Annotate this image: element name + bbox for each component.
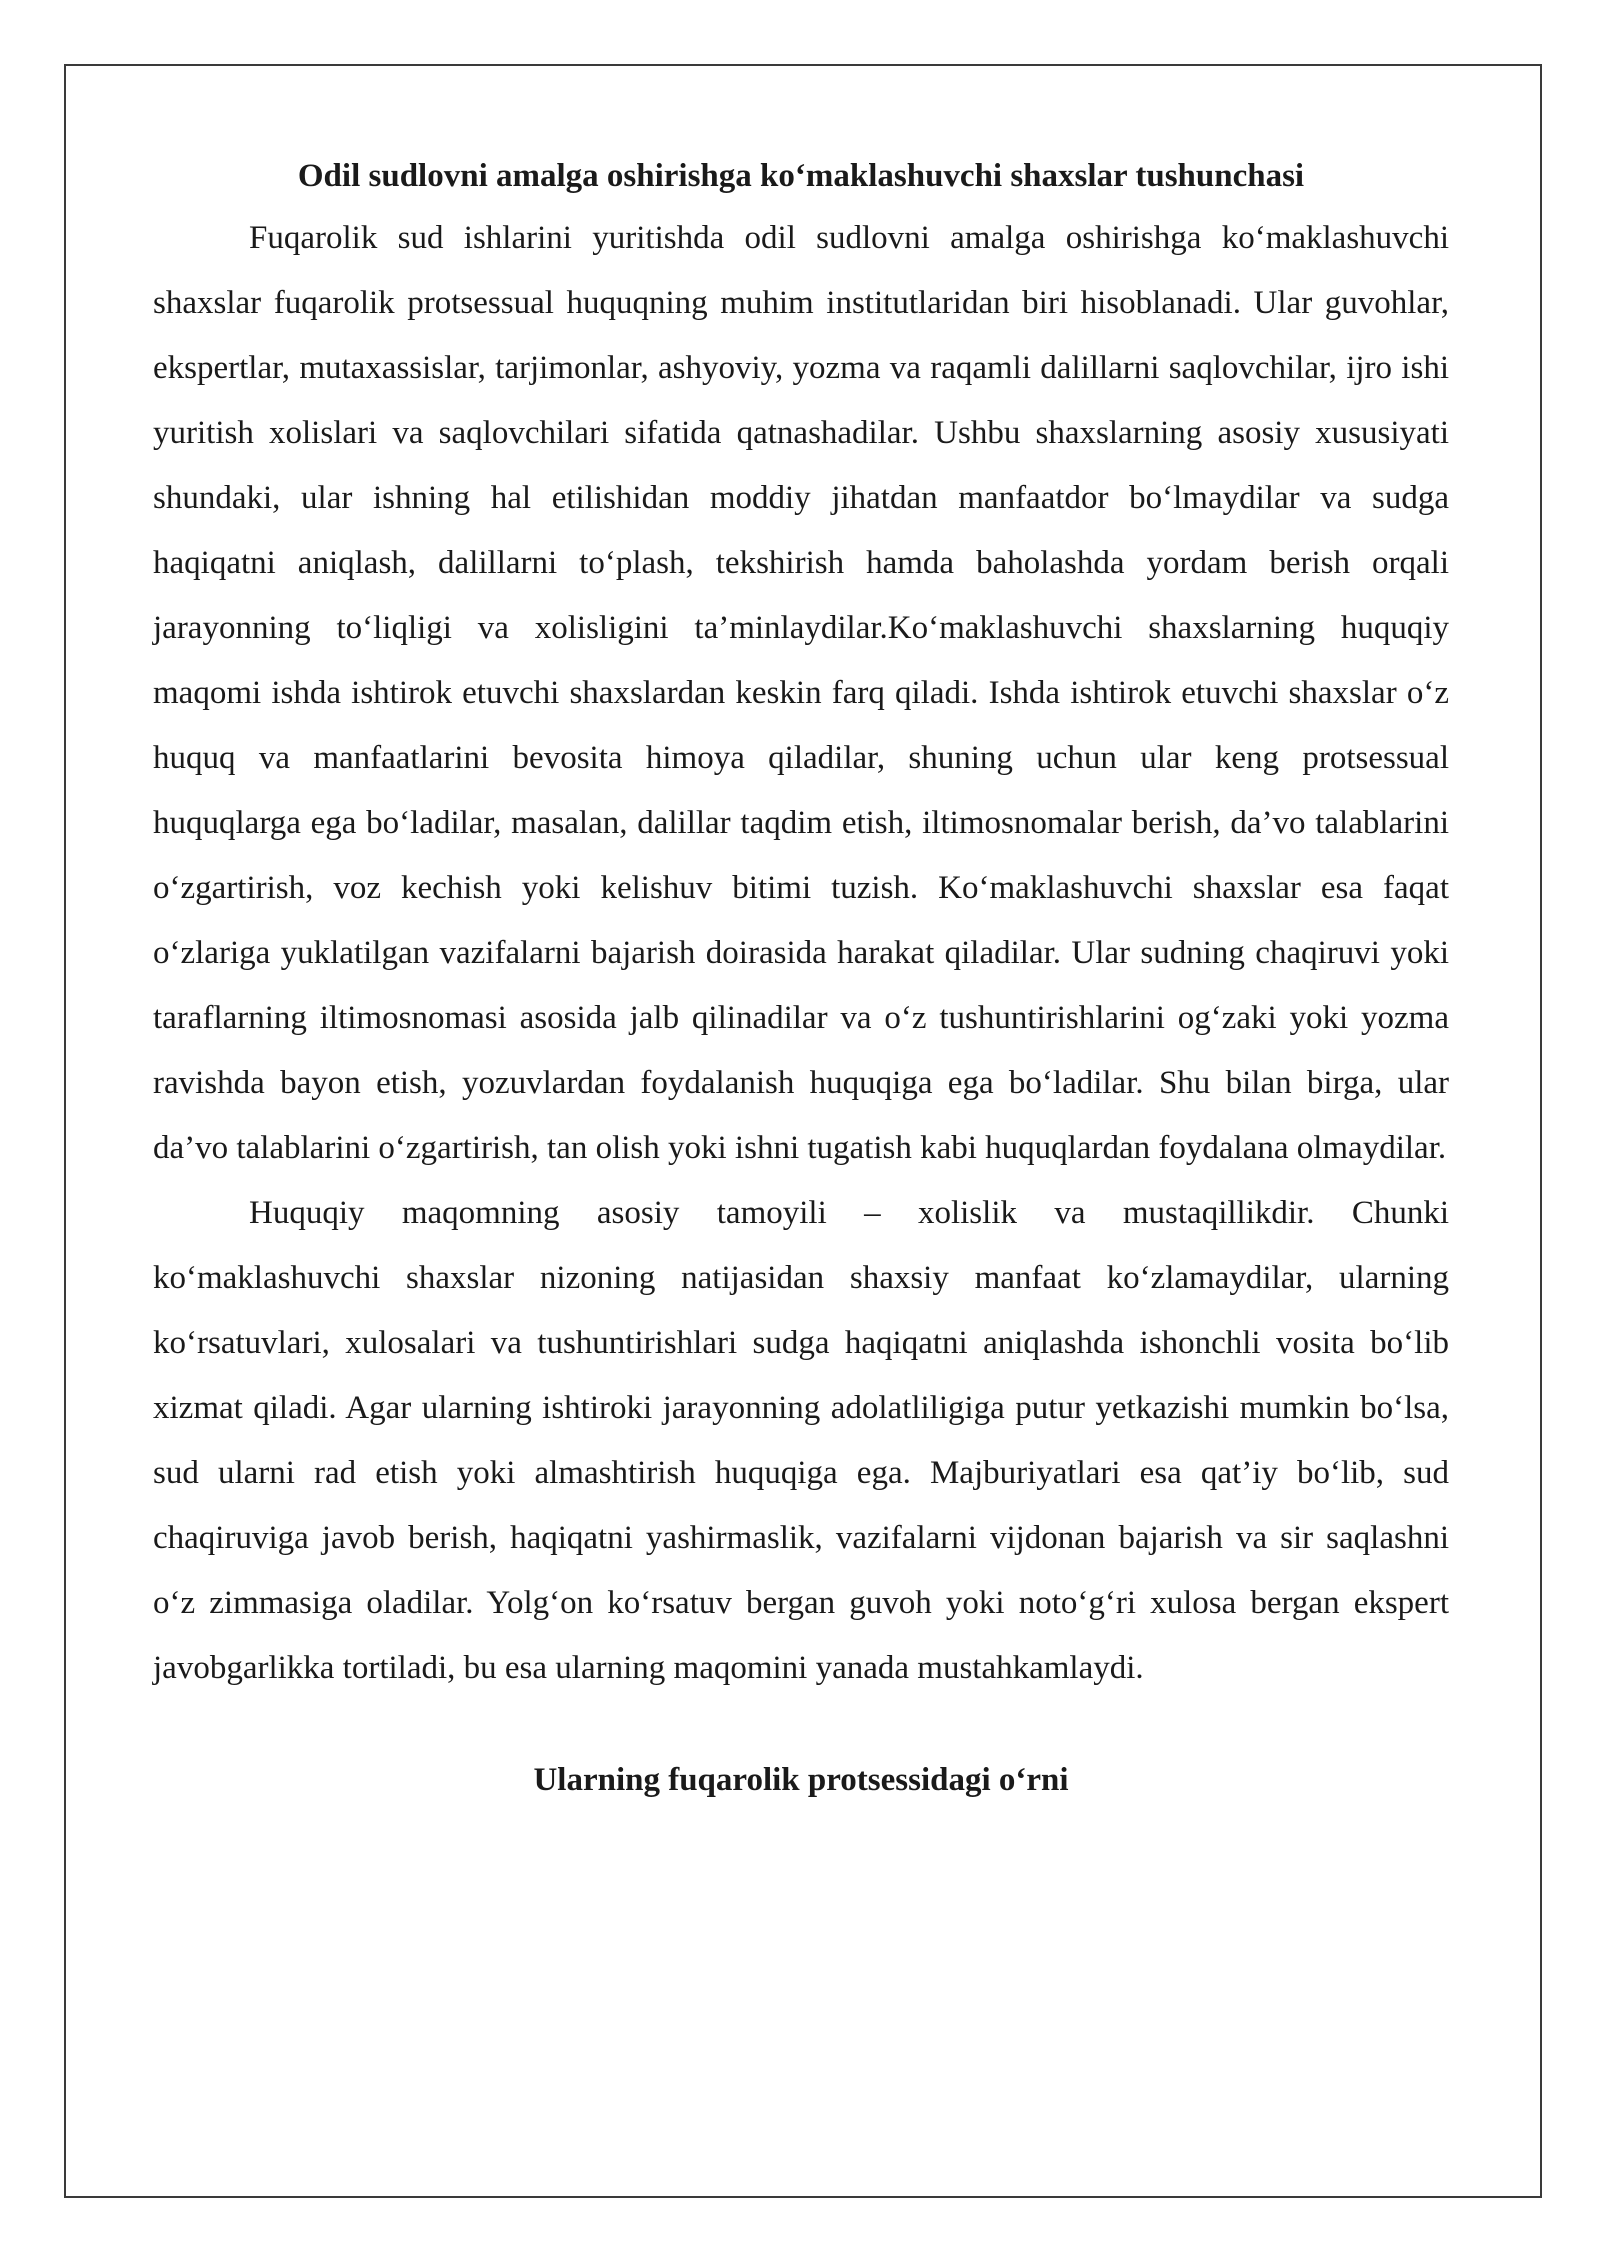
- paragraph-2: Huquqiy maqomning asosiy tamoyili – xolislik va mustaqillikdir. Chunki ko‘maklashuvchi shaxslar nizoning natijasidan shaxsiy manfaat ko‘zlamaydilar, ularning ko‘rsatuvlari, xulosalari va tushuntirishlari sudga haqiqatni aniqlashda ishonchli vosita bo‘lib xizmat qiladi. Agar ularning ishtiroki jarayonning adolatliligiga putur yetkazishi mumkin bo‘lsa, sud ularni rad etish yoki almashtirish huquqiga ega. Majburiyatlari esa qat’iy bo‘lib, sud chaqiruviga javob berish, haqiqatni yashirmaslik, vazifalarni vijdonan bajarish va sir saqlashni o‘z zimmasiga oladilar. Yolg‘on ko‘rsatuv bergan guvoh yoki noto‘g‘ri xulosa bergan ekspert javobgarlikka tortiladi, bu esa ularning maqomini yanada mustahkamlaydi.: [153, 1195, 1449, 1686]
- document-title: Odil sudlovni amalga oshirishga ko‘maklashuvchi shaxslar tushunchasi: [297, 158, 1305, 194]
- document-body: [153, 148, 1449, 1813]
- section-subheading: Ularning fuqarolik protsessidagi o‘rni: [533, 1762, 1069, 1798]
- paragraph-1: Fuqarolik sud ishlarini yuritishda odil sudlovni amalga oshirishga ko‘maklashuvchi shaxslar fuqarolik protsessual huquqning muhim institutlaridan biri hisoblanadi. Ular guvohlar, ekspertlar, mutaxassislar, tarjimonlar, ashyoviy, yozma va raqamli dalillarni saqlovchilar, ijro ishi yuritish xolislari va saqlovchilari sifatida qatnashadilar. Ushbu shaxslarning asosiy xususiyati shundaki, ular ishning hal etilishidan moddiy jihatdan manfaatdor bo‘lmaydilar va sudga haqiqatni aniqlash, dalillarni to‘plash, tekshirish hamda baholashda yordam berish orqali jarayonning to‘liqligi va xolisligini ta’minlaydilar.Ko‘maklashuvchi shaxslarning huquqiy maqomi ishda ishtirok etuvchi shaxslardan keskin farq qiladi. Ishda ishtirok etuvchi shaxslar o‘z huquq va manfaatlarini bevosita himoya qiladilar, shuning uchun ular keng protsessual huquqlarga ega bo‘ladilar, masalan, dalillar taqdim etish, iltimosnomalar berish, da’vo talablarini o‘zgartirish, voz kechish yoki kelishuv bitimi tuzish. Ko‘maklashuvchi shaxslar esa faqat o‘zlariga yuklatilgan vazifalarni bajarish doirasida harakat qiladilar. Ular sudning chaqiruvi yoki taraflarning iltimosnomasi asosida jalb qilinadilar va o‘z tushuntirishlarini og‘zaki yoki yozma ravishda bayon etish, yozuvlardan foydalanish huquqiga ega bo‘ladilar. Shu bilan birga, ular da’vo talablarini o‘zgartirish, tan olish yoki ishni tugatish kabi huquqlardan foydalana olmaydilar.: [153, 220, 1449, 1166]
